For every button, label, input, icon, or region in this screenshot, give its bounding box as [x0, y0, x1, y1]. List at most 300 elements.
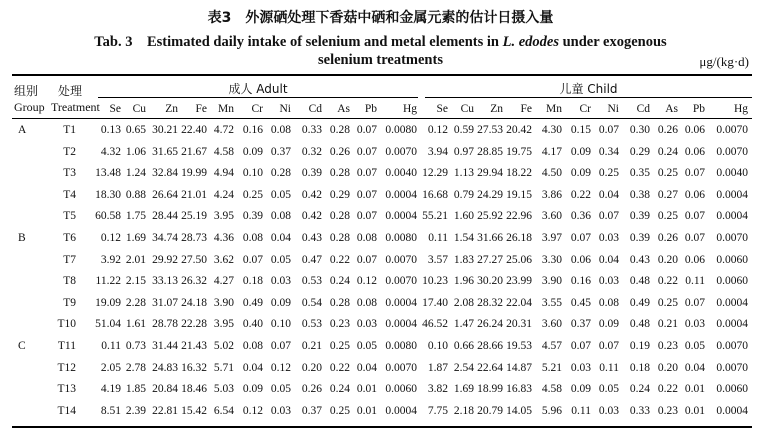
adult-zn-value: 26.64: [152, 188, 178, 201]
adult-hg-value: 0.0004: [385, 188, 417, 201]
child-pb-value: 0.06: [684, 188, 705, 201]
child-ni-value: 0.05: [598, 383, 619, 396]
adult-cu-value: 1.85: [125, 383, 146, 396]
child-mn-value: 5.96: [541, 404, 562, 417]
child-as-value: 0.25: [657, 167, 678, 180]
adult-ni-value: 0.05: [270, 383, 291, 396]
child-pb-value: 0.05: [684, 340, 705, 352]
adult-mn-value: 4.24: [213, 188, 234, 201]
child-cr-value: 0.37: [570, 318, 591, 331]
adult-se-value: 2.05: [100, 361, 121, 374]
adult-mn-value: 3.90: [213, 296, 234, 309]
child-ni-value: 0.03: [598, 232, 619, 244]
adult-hg-value: 0.0040: [385, 167, 417, 180]
child-cu-value: 0.79: [453, 188, 474, 201]
adult-col-cr: Cr: [251, 103, 263, 115]
adult-cu-value: 1.69: [125, 232, 146, 244]
adult-hg-value: 0.0080: [385, 232, 417, 244]
adult-as-value: 0.25: [329, 340, 350, 352]
child-cu-value: 1.96: [453, 275, 474, 288]
adult-cr-value: 0.04: [242, 361, 263, 374]
adult-mn-value: 3.95: [213, 210, 234, 223]
adult-as-value: 0.29: [329, 188, 350, 201]
child-fe-value: 14.87: [506, 361, 532, 374]
child-zn-value: 29.94: [477, 167, 503, 180]
adult-col-cu: Cu: [132, 103, 146, 115]
adult-fe-value: 25.19: [181, 210, 207, 223]
child-cu-value: 1.60: [453, 210, 474, 223]
child-cu-value: 1.54: [453, 232, 474, 244]
treatment-label: T12: [57, 361, 76, 374]
child-cd-value: 0.39: [629, 210, 650, 223]
adult-zn-value: 22.81: [152, 404, 178, 417]
treatment-label: T2: [63, 145, 76, 158]
adult-zn-value: 24.83: [152, 361, 178, 374]
adult-cr-value: 0.18: [242, 275, 263, 288]
adult-cr-value: 0.40: [242, 318, 263, 331]
adult-hg-value: 0.0004: [385, 210, 417, 223]
child-hg-value: 0.0004: [716, 404, 748, 417]
adult-pb-value: 0.03: [356, 318, 377, 331]
adult-as-value: 0.28: [329, 124, 350, 136]
adult-cu-value: 1.61: [125, 318, 146, 331]
child-mn-value: 4.30: [541, 124, 562, 136]
child-hg-value: 0.0070: [716, 361, 748, 374]
adult-se-value: 0.13: [100, 124, 121, 136]
adult-pb-value: 0.07: [356, 253, 377, 266]
adult-cu-value: 1.75: [125, 210, 146, 223]
child-ni-value: 0.34: [598, 145, 619, 158]
child-pb-value: 0.07: [684, 167, 705, 180]
child-col-cu: Cu: [460, 103, 474, 115]
treatment-label: T4: [63, 188, 76, 201]
child-cd-value: 0.30: [629, 124, 650, 136]
treatment-label: T13: [57, 383, 76, 396]
adult-cd-value: 0.54: [301, 296, 322, 309]
treatment-label: T11: [57, 340, 76, 352]
child-ni-value: 0.09: [598, 318, 619, 331]
child-ni-value: 0.08: [598, 296, 619, 309]
adult-ni-value: 0.08: [270, 124, 291, 136]
adult-cd-value: 0.53: [301, 318, 322, 331]
adult-zn-value: 31.07: [152, 296, 178, 309]
child-col-pb: Pb: [692, 103, 705, 115]
child-hg-value: 0.0060: [716, 275, 748, 288]
adult-mn-value: 4.94: [213, 167, 234, 180]
child-se-value: 7.75: [427, 404, 448, 417]
child-ni-value: 0.25: [598, 167, 619, 180]
adult-col-pb: Pb: [364, 103, 377, 115]
adult-cd-value: 0.43: [301, 232, 322, 244]
treatment-label: T5: [63, 210, 76, 223]
adult-col-cd: Cd: [308, 103, 322, 115]
child-mn-value: 4.58: [541, 383, 562, 396]
adult-pb-value: 0.07: [356, 210, 377, 223]
child-pb-value: 0.07: [684, 296, 705, 309]
child-cd-value: 0.43: [629, 253, 650, 266]
group-header-cn: 组别: [14, 84, 39, 98]
adult-hg-value: 0.0070: [385, 145, 417, 158]
child-zn-value: 26.24: [477, 318, 503, 331]
child-as-value: 0.23: [657, 404, 678, 417]
child-cu-value: 0.59: [453, 124, 474, 136]
child-hg-value: 0.0060: [716, 383, 748, 396]
child-fe-value: 22.96: [506, 210, 532, 223]
adult-mn-value: 4.27: [213, 275, 234, 288]
child-se-value: 3.82: [427, 383, 448, 396]
adult-ni-value: 0.03: [270, 404, 291, 417]
child-cr-value: 0.45: [570, 296, 591, 309]
child-ni-value: 0.07: [598, 124, 619, 136]
child-cd-value: 0.29: [629, 145, 650, 158]
group-label: A: [18, 124, 27, 136]
child-mn-value: 5.21: [541, 361, 562, 374]
adult-ni-value: 0.03: [270, 275, 291, 288]
adult-fe-value: 22.40: [181, 124, 207, 136]
adult-cd-value: 0.42: [301, 188, 322, 201]
adult-cd-value: 0.21: [301, 340, 322, 352]
adult-mn-value: 3.95: [213, 318, 234, 331]
child-hg-value: 0.0004: [716, 296, 748, 309]
child-zn-value: 30.20: [477, 275, 503, 288]
adult-mn-value: 3.62: [213, 253, 234, 266]
child-col-zn: Zn: [490, 103, 503, 115]
adult-se-value: 0.12: [100, 232, 121, 244]
adult-cd-value: 0.26: [301, 383, 322, 396]
child-fe-value: 16.83: [506, 383, 532, 396]
child-hg-value: 0.0070: [716, 124, 748, 136]
adult-ni-value: 0.28: [270, 167, 291, 180]
child-as-value: 0.20: [657, 253, 678, 266]
adult-zn-value: 31.65: [152, 145, 178, 158]
unit-label: μg/(kg·d): [699, 54, 749, 69]
adult-ni-value: 0.10: [270, 318, 291, 331]
adult-fe-value: 24.18: [181, 296, 207, 309]
child-as-value: 0.22: [657, 275, 678, 288]
child-hg-value: 0.0004: [716, 318, 748, 331]
child-col-as: As: [665, 103, 678, 115]
child-cr-value: 0.36: [570, 210, 591, 223]
child-cr-value: 0.07: [570, 340, 591, 352]
child-zn-value: 31.66: [477, 232, 503, 244]
child-fe-value: 19.15: [506, 188, 532, 201]
child-cu-value: 0.97: [453, 145, 474, 158]
child-cr-value: 0.03: [570, 361, 591, 374]
child-cu-value: 1.13: [453, 167, 474, 180]
child-hg-value: 0.0004: [716, 210, 748, 223]
child-pb-value: 0.04: [684, 361, 705, 374]
adult-pb-value: 0.01: [356, 383, 377, 396]
child-hg-value: 0.0060: [716, 253, 748, 266]
child-pb-value: 0.06: [684, 253, 705, 266]
adult-pb-value: 0.04: [356, 361, 377, 374]
adult-zn-value: 20.84: [152, 383, 178, 396]
child-mn-value: 3.97: [541, 232, 562, 244]
child-fe-value: 18.22: [506, 167, 532, 180]
child-hg-value: 0.0040: [716, 167, 748, 180]
adult-col-as: As: [337, 103, 350, 115]
child-ni-value: 0.11: [599, 361, 619, 374]
table-title-en-line2: selenium treatments: [318, 52, 443, 68]
adult-as-value: 0.26: [329, 145, 350, 158]
adult-fe-value: 21.67: [181, 145, 207, 158]
child-zn-value: 24.29: [477, 188, 503, 201]
table-title-en: [0, 30, 761, 51]
adult-zn-value: 33.13: [152, 275, 178, 288]
child-cu-value: 2.54: [453, 361, 474, 374]
adult-cr-value: 0.25: [242, 188, 263, 201]
adult-pb-value: 0.05: [356, 340, 377, 352]
adult-se-value: 0.11: [101, 340, 121, 352]
title-en-species: L. edodes: [502, 34, 559, 50]
child-mn-value: 3.60: [541, 210, 562, 223]
adult-cu-value: 0.88: [125, 188, 146, 201]
child-zn-value: 27.53: [477, 124, 503, 136]
child-zn-value: 25.92: [477, 210, 503, 223]
adult-as-value: 0.28: [329, 210, 350, 223]
adult-cr-value: 0.07: [242, 253, 263, 266]
adult-se-value: 4.32: [100, 145, 121, 158]
child-pb-value: 0.11: [685, 275, 705, 288]
child-mn-value: 3.55: [541, 296, 562, 309]
child-mn-value: 3.60: [541, 318, 562, 331]
adult-as-value: 0.24: [329, 383, 350, 396]
adult-pb-value: 0.12: [356, 275, 377, 288]
adult-pb-value: 0.07: [356, 188, 377, 201]
adult-as-value: 0.24: [329, 275, 350, 288]
group-label: B: [18, 232, 26, 244]
child-col-ni: Ni: [607, 103, 619, 115]
adult-zn-value: 30.21: [152, 124, 178, 136]
child-col-se: Se: [436, 103, 448, 115]
adult-ni-value: 0.04: [270, 232, 291, 244]
child-mn-value: 4.17: [541, 145, 562, 158]
child-fe-value: 20.31: [506, 318, 532, 331]
adult-cd-value: 0.20: [301, 361, 322, 374]
child-cd-value: 0.39: [629, 232, 650, 244]
child-cd-value: 0.24: [629, 383, 650, 396]
child-zn-value: 27.27: [477, 253, 503, 266]
child-as-value: 0.26: [657, 232, 678, 244]
adult-cu-value: 2.01: [125, 253, 146, 266]
adult-cr-value: 0.10: [242, 167, 263, 180]
adult-cu-value: 1.06: [125, 145, 146, 158]
child-fe-value: 14.05: [506, 404, 532, 417]
adult-se-value: 8.51: [100, 404, 121, 417]
adult-header: 成人 Adult: [228, 82, 288, 96]
child-col-cd: Cd: [636, 103, 650, 115]
child-cd-value: 0.48: [629, 275, 650, 288]
title-en-prefix: Tab. 3 Estimated daily intake of selenium and metal elements in: [94, 34, 503, 50]
child-cd-value: 0.19: [629, 340, 650, 352]
adult-fe-value: 27.50: [181, 253, 207, 266]
child-cr-value: 0.09: [570, 383, 591, 396]
child-zn-value: 28.66: [477, 340, 503, 352]
adult-se-value: 18.30: [95, 188, 121, 201]
adult-hg-value: 0.0004: [385, 318, 417, 331]
child-mn-value: 3.90: [541, 275, 562, 288]
child-cd-value: 0.48: [629, 318, 650, 331]
treatment-label: T10: [57, 318, 76, 331]
child-hg-value: 0.0004: [716, 188, 748, 201]
child-fe-value: 19.53: [506, 340, 532, 352]
adult-zn-value: 29.92: [152, 253, 178, 266]
child-mn-value: 4.57: [541, 340, 562, 352]
group-label: C: [18, 340, 26, 352]
adult-col-se: Se: [109, 103, 121, 115]
child-pb-value: 0.01: [684, 383, 705, 396]
child-mn-value: 3.86: [541, 188, 562, 201]
adult-as-value: 0.25: [329, 404, 350, 417]
child-se-value: 0.10: [427, 340, 448, 352]
adult-hg-value: 0.0070: [385, 275, 417, 288]
adult-fe-value: 19.99: [181, 167, 207, 180]
adult-zn-value: 28.44: [152, 210, 178, 223]
treatment-header-en: Treatment: [51, 100, 100, 114]
child-se-value: 0.12: [427, 124, 448, 136]
adult-cd-value: 0.32: [301, 145, 322, 158]
adult-cu-value: 1.24: [125, 167, 146, 180]
child-fe-value: 19.75: [506, 145, 532, 158]
child-se-value: 16.68: [422, 188, 448, 201]
adult-se-value: 60.58: [95, 210, 121, 223]
child-fe-value: 23.99: [506, 275, 532, 288]
adult-ni-value: 0.08: [270, 210, 291, 223]
adult-as-value: 0.23: [329, 318, 350, 331]
adult-fe-value: 21.01: [181, 188, 207, 201]
adult-as-value: 0.28: [329, 296, 350, 309]
adult-hg-value: 0.0060: [385, 383, 417, 396]
adult-zn-value: 28.78: [152, 318, 178, 331]
child-cr-value: 0.22: [570, 188, 591, 201]
child-zn-value: 28.85: [477, 145, 503, 158]
adult-fe-value: 21.43: [181, 340, 207, 352]
child-cd-value: 0.33: [629, 404, 650, 417]
child-fe-value: 22.04: [506, 296, 532, 309]
child-se-value: 1.87: [427, 361, 448, 374]
adult-ni-value: 0.12: [270, 361, 291, 374]
adult-as-value: 0.22: [329, 361, 350, 374]
adult-hg-value: 0.0004: [385, 296, 417, 309]
adult-se-value: 11.22: [95, 275, 121, 288]
adult-cd-value: 0.37: [301, 404, 322, 417]
adult-mn-value: 6.54: [213, 404, 234, 417]
treatment-label: T9: [63, 296, 76, 309]
adult-se-value: 3.92: [100, 253, 121, 266]
child-pb-value: 0.07: [684, 210, 705, 223]
child-as-value: 0.25: [657, 296, 678, 309]
adult-as-value: 0.28: [329, 167, 350, 180]
treatment-label: T1: [63, 124, 76, 136]
child-pb-value: 0.03: [684, 318, 705, 331]
child-cr-value: 0.16: [570, 275, 591, 288]
adult-pb-value: 0.07: [356, 145, 377, 158]
adult-mn-value: 5.02: [213, 340, 234, 352]
child-se-value: 55.21: [422, 210, 448, 223]
child-ni-value: 0.04: [598, 188, 619, 201]
adult-cr-value: 0.09: [242, 145, 263, 158]
adult-hg-value: 0.0070: [385, 361, 417, 374]
adult-pb-value: 0.01: [356, 404, 377, 417]
child-ni-value: 0.04: [598, 253, 619, 266]
child-se-value: 10.23: [422, 275, 448, 288]
adult-se-value: 13.48: [95, 167, 121, 180]
adult-pb-value: 0.07: [356, 167, 377, 180]
child-mn-value: 3.30: [541, 253, 562, 266]
adult-cd-value: 0.33: [301, 124, 322, 136]
child-col-hg: Hg: [733, 103, 748, 115]
child-cd-value: 0.35: [629, 167, 650, 180]
child-col-cr: Cr: [579, 103, 591, 115]
child-cr-value: 0.07: [570, 232, 591, 244]
adult-zn-value: 34.74: [152, 232, 178, 244]
adult-cr-value: 0.12: [242, 404, 263, 417]
child-cd-value: 0.49: [629, 296, 650, 309]
adult-cu-value: 2.28: [125, 296, 146, 309]
child-header: 儿童 Child: [559, 82, 618, 96]
child-cd-value: 0.38: [629, 188, 650, 201]
adult-cu-value: 2.39: [125, 404, 146, 417]
child-se-value: 46.52: [422, 318, 448, 331]
child-cu-value: 2.08: [453, 296, 474, 309]
adult-col-hg: Hg: [402, 103, 417, 115]
adult-cd-value: 0.47: [301, 253, 322, 266]
adult-col-zn: Zn: [165, 103, 178, 115]
child-as-value: 0.27: [657, 188, 678, 201]
child-as-value: 0.24: [657, 145, 678, 158]
adult-as-value: 0.28: [329, 232, 350, 244]
adult-col-mn: Mn: [218, 103, 234, 115]
child-fe-value: 25.06: [506, 253, 532, 266]
adult-cu-value: 0.65: [125, 124, 146, 136]
child-fe-value: 20.42: [506, 124, 532, 136]
adult-cd-value: 0.42: [301, 210, 322, 223]
adult-hg-value: 0.0070: [385, 253, 417, 266]
adult-ni-value: 0.05: [270, 253, 291, 266]
adult-mn-value: 5.03: [213, 383, 234, 396]
adult-fe-value: 16.32: [181, 361, 207, 374]
child-pb-value: 0.07: [684, 232, 705, 244]
child-as-value: 0.21: [657, 318, 678, 331]
treatment-label: T14: [57, 404, 76, 417]
child-zn-value: 22.64: [477, 361, 503, 374]
adult-cr-value: 0.09: [242, 383, 263, 396]
adult-fe-value: 22.28: [181, 318, 207, 331]
child-pb-value: 0.01: [684, 404, 705, 417]
table-title-cn: 表3 外源硒处理下香菇中硒和金属元素的估计日摄入量: [207, 10, 554, 26]
treatment-header-cn: 处理: [58, 84, 83, 98]
header-rule: [12, 118, 752, 119]
adult-ni-value: 0.07: [270, 340, 291, 352]
adult-hg-value: 0.0080: [385, 124, 417, 136]
child-se-value: 3.57: [427, 253, 448, 266]
adult-cr-value: 0.08: [242, 340, 263, 352]
adult-cu-value: 2.78: [125, 361, 146, 374]
child-cu-value: 1.69: [453, 383, 474, 396]
group-header-en: Group: [14, 100, 45, 114]
child-as-value: 0.20: [657, 361, 678, 374]
child-cu-value: 1.83: [453, 253, 474, 266]
child-cr-value: 0.09: [570, 167, 591, 180]
child-se-value: 17.40: [422, 296, 448, 309]
child-hg-value: 0.0070: [716, 232, 748, 244]
adult-fe-value: 26.32: [181, 275, 207, 288]
top-rule: [12, 74, 752, 76]
adult-ni-value: 0.09: [270, 296, 291, 309]
child-cr-value: 0.11: [571, 404, 591, 417]
adult-se-value: 19.09: [95, 296, 121, 309]
child-fe-value: 26.18: [506, 232, 532, 244]
